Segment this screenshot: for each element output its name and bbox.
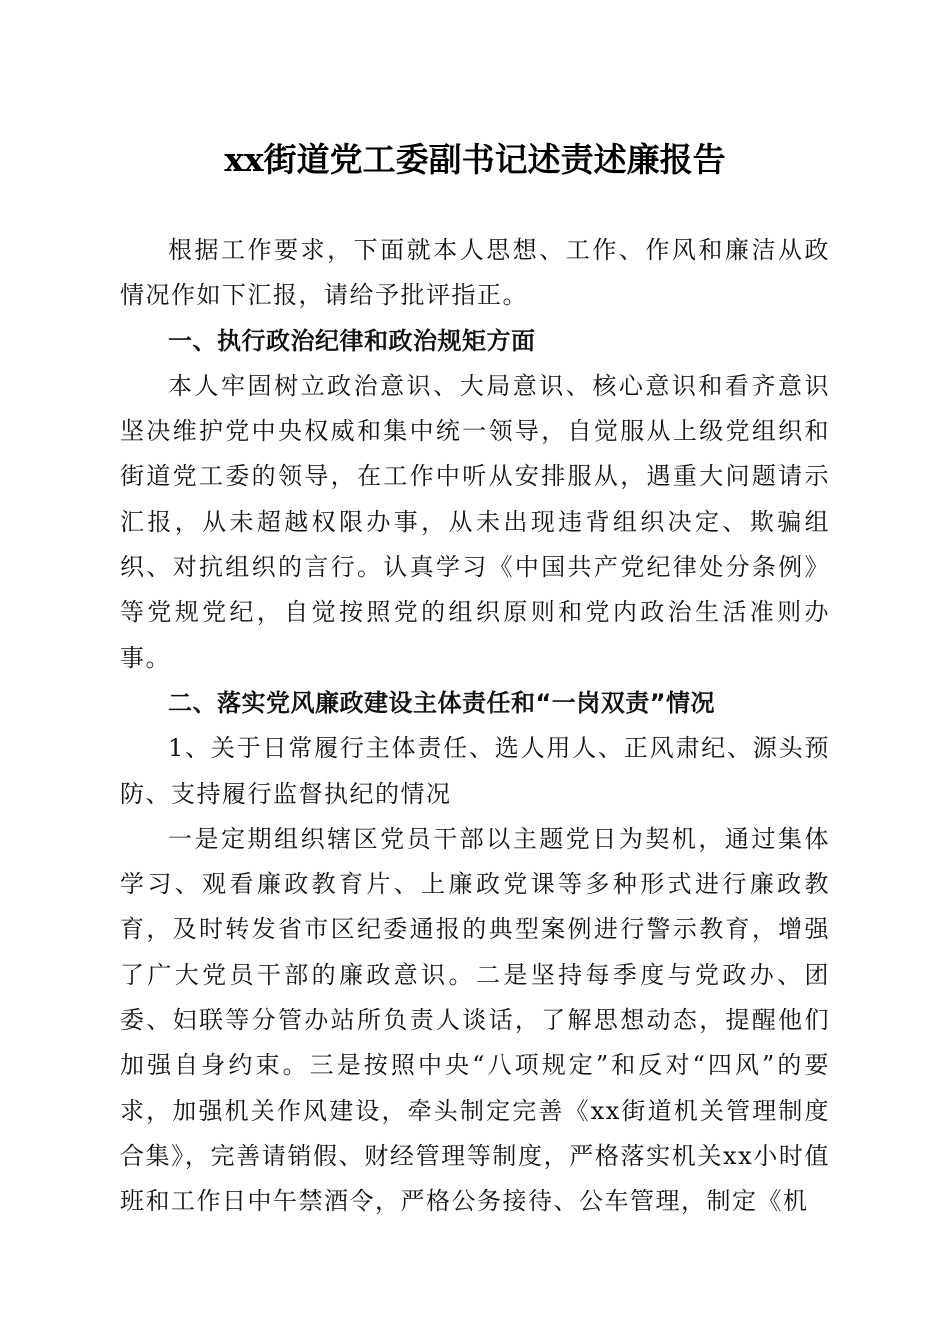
document-title: xx街道党工委副书记述责述廉报告: [224, 140, 726, 179]
document-body: [120, 228, 830, 1225]
section-heading-1: 一、执行政治纪律和政治规矩方面: [168, 326, 536, 355]
section-heading-2: 二、落实党风廉政建设主体责任和“一岗双责”情况: [168, 688, 716, 717]
measures-paragraph: 一是定期组织辖区党员干部以主题党日为契机，通过集体学习、观看廉政教育片、上廉政党课等多种形式进行廉政教育，及时转发省市区纪委通报的典型案例进行警示教育，增强了广大党员干部的廉政意识。二是坚持每季度与党政办、团委、妇联等分管办站所负责人谈话，了解思想动态，提醒他们加强自身约束。三是按照中央“八项规定”和反对“四风”的要求，加强机关作风建设，牵头制定完善《xx街道机关管理制度合集》，完善请销假、财经管理等制度，严格落实机关xx小时值班和工作日中午禁酒令，严格公务接待、公车管理，制定《机: [120, 824, 830, 1216]
subsection-1-paragraph: 1、关于日常履行主体责任、选人用人、正风肃纪、源头预防、支持履行监督执纪的情况: [120, 734, 830, 808]
intro-paragraph: 根据工作要求，下面就本人思想、工作、作风和廉洁从政情况作如下汇报，请给予批评指正。: [120, 236, 830, 310]
section-1-paragraph: 本人牢固树立政治意识、大局意识、核心意识和看齐意识坚决维护党中央权威和集中统一领导，自觉服从上级党组织和街道党工委的领导，在工作中听从安排服从，遇重大问题请示汇报，从未超越权限办事，从未出现违背组织决定、欺骗组织、对抗组织的言行。认真学习《中国共产党纪律处分条例》等党规党纪，自觉按照党的组织原则和党内政治生活准则办事。: [120, 371, 830, 672]
